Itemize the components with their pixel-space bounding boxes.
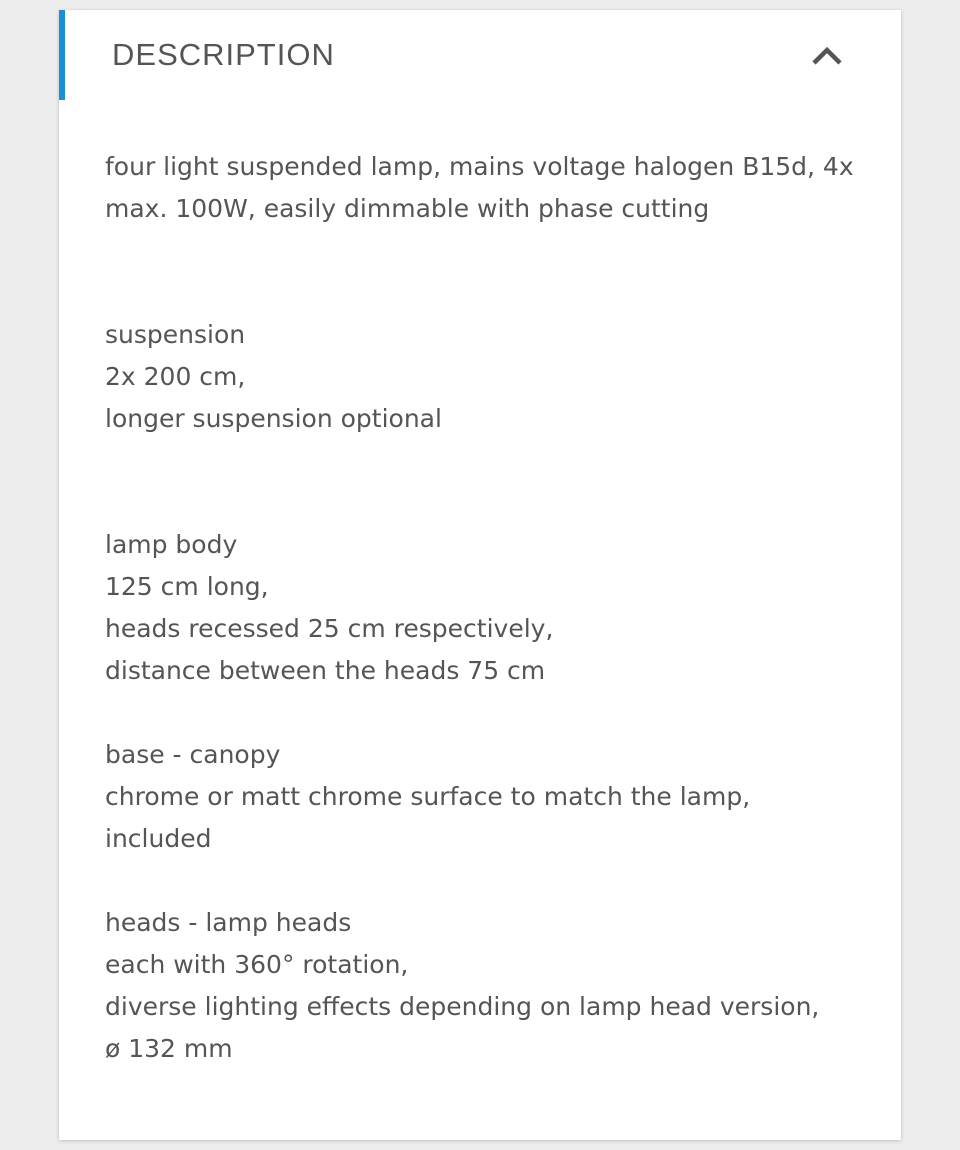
text-line: max. 100W, easily dimmable with phase cutting [105,194,710,223]
text-line: each with 360° rotation, [105,950,409,979]
text-line: four light suspended lamp, mains voltage halogen B15d, 4x [105,152,854,181]
accordion-header[interactable] [59,10,901,100]
accordion-title: DESCRIPTION [112,37,335,72]
description-content [105,146,865,1070]
heads-paragraph [105,902,865,1070]
collapse-toggle-button[interactable] [805,36,849,76]
section-heading: suspension [105,320,246,349]
base-paragraph [105,734,865,860]
chevron-up-icon [811,46,843,66]
text-line: heads recessed 25 cm respectively, [105,614,554,643]
text-line: 2x 200 cm, [105,362,246,391]
text-line: 125 cm long, [105,572,269,601]
description-panel [59,10,901,1140]
text-line: distance between the heads 75 cm [105,656,546,685]
lamp-body-paragraph [105,524,865,692]
section-heading: lamp body [105,530,238,559]
text-line: included [105,824,212,853]
accent-bar [59,10,65,100]
text-line: ø 132 mm [105,1034,233,1063]
section-heading: heads - lamp heads [105,908,352,937]
section-heading: base - canopy [105,740,281,769]
suspension-paragraph [105,314,865,440]
text-line: chrome or matt chrome surface to match the lamp, [105,782,751,811]
intro-paragraph [105,146,865,230]
text-line: diverse lighting effects depending on lamp head version, [105,992,820,1021]
text-line: longer suspension optional [105,404,442,433]
